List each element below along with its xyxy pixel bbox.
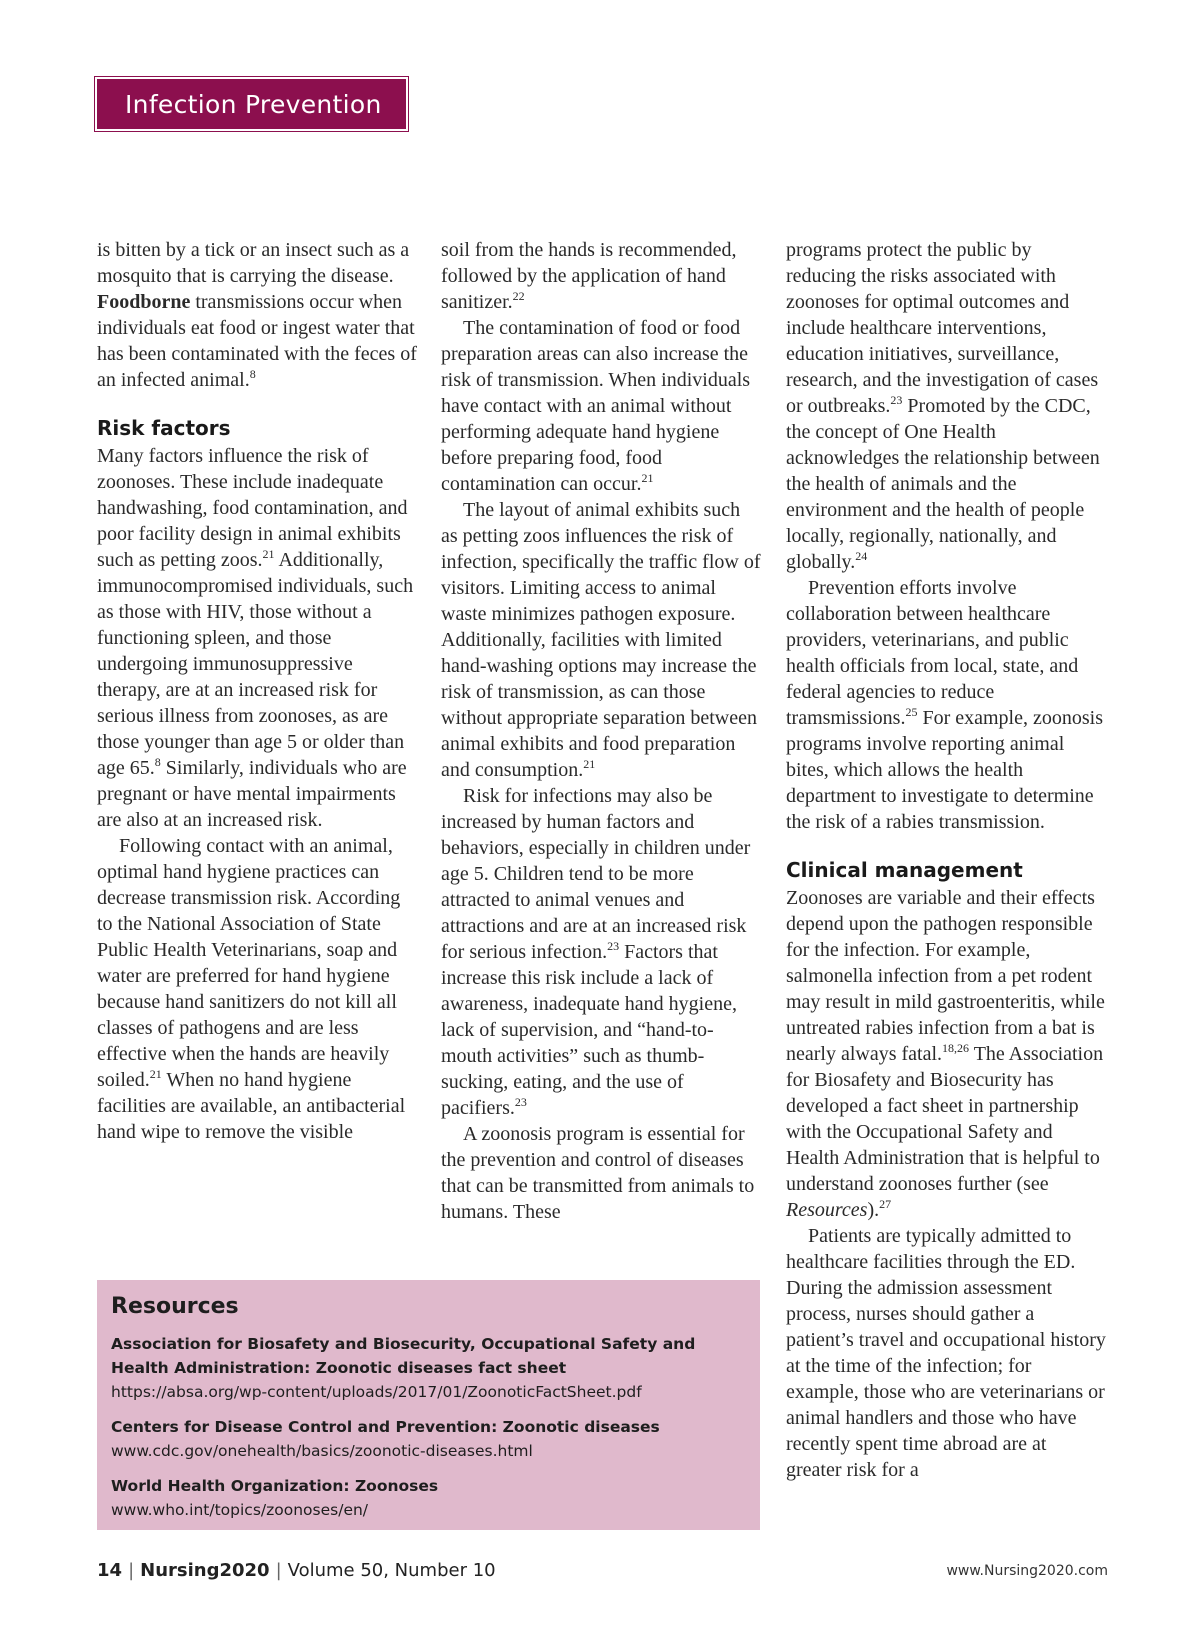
paragraph: Patients are typically admitted to healthcare facilities through the ED. During the admission assessment process, nurses should gather a patient’s travel and occupational history at the time of the infection; for example, those who are veterinarians or animal handlers and those who have recently spent time abroad are at greater risk for a [786, 1225, 1106, 1481]
resource-title: Centers for Disease Control and Prevention: Zoonotic diseases [111, 1418, 660, 1436]
reference-superscript: 18,26 [942, 1041, 970, 1055]
footer-website[interactable]: www.Nursing2020.com [946, 1563, 1108, 1579]
resources-crossref: Resources [786, 1199, 868, 1221]
reference-superscript: 8 [154, 755, 161, 769]
paragraph: is bitten by a tick or an insect such as a mosquito that is carrying the disease. Foodborne transmissions occur when individuals eat food or ingest water that has been contaminated with the feces of an infected animal.$^8$ [97, 239, 417, 391]
paragraph: Risk for infections may also be increased by human factors and behaviors, especially in children under age 5. Children tend to be more attracted to animal venues and attractions and are at an increased risk for serious infection.$^{23}$ Factors that increase this risk include a lack of awareness, inadequate hand hygiene, lack of supervision, and “hand-to-mouth activities” such as thumb-sucking, eating, and the use of pacifiers.$^{23}$ [441, 785, 751, 1119]
article-column-3 [786, 237, 1106, 1483]
reference-superscript: 21 [262, 547, 275, 561]
heading-risk-factors: Risk factors [97, 416, 231, 440]
reference-superscript: 8 [249, 367, 256, 381]
reference-superscript: 24 [855, 549, 868, 563]
reference-superscript: 23 [890, 393, 903, 407]
resource-title: World Health Organization: Zoonoses [111, 1477, 439, 1495]
footer-separator: | [275, 1560, 282, 1581]
reference-superscript: 21 [583, 757, 596, 771]
paragraph: The contamination of food or food preparation areas can also increase the risk of transmission. When individuals have contact with an animal without performing adequate hand hygiene before preparing food, food contamination can occur.$^{21}$ [441, 317, 751, 495]
reference-superscript: 21 [641, 471, 654, 485]
page-number: 14 [97, 1560, 123, 1581]
paragraph: Zoonoses are variable and their effects depend upon the pathogen responsible for the infection. For example, salmonella infection from a pet rodent may result in mild gastroenteritis, while untreated rabies infection from a bat is nearly always fatal.$^{18,26}$ The Association for Biosafety and Biosecurity has developed a fact sheet in partnership with the Occupational Safety and Health Administration that is helpful to understand zoonoses further (see Resources).$^{27}$ [786, 887, 1105, 1221]
volume-info: Volume 50, Number 10 [287, 1560, 496, 1581]
paragraph: programs protect the public by reducing the risks associated with zoonoses for optimal outcomes and include healthcare interventions, education initiatives, surveillance, research, and the investigation of cases or outbreaks.$^{23}$ Promoted by the CDC, the concept of One Health acknowledges the relationship between the health of animals and the environment and the health of people locally, regionally, nationally, and globally.$^{24}$ [786, 239, 1100, 573]
paragraph: A zoonosis program is essential for the prevention and control of diseases that can be transmitted from animals to humans. These [441, 1123, 755, 1223]
reference-superscript: 21 [149, 1067, 162, 1081]
reference-superscript: 23 [607, 939, 620, 953]
reference-superscript: 25 [905, 705, 918, 719]
paragraph: Many factors influence the risk of zoonoses. These include inadequate handwashing, food contamination, and poor facility design in animal exhibits such as petting zoos.$^{21}$ Additionally, immunocompromised individuals, such as those with HIV, those without a functioning spleen, and those undergoing immunosuppressive therapy, are at an increased risk for serious illness from zoonoses, as are those younger than age 5 or older than age 65.$^8$ Similarly, individuals who are pregnant or have mental impairments are also at an increased risk. [97, 445, 414, 831]
paragraph: Following contact with an animal, optimal hand hygiene practices can decrease transmission risk. According to the National Association of State Public Health Veterinarians, soap and water are preferred for hand hygiene because hand sanitizers do not kill all classes of pathogens and are less effective when the hands are heavily soiled.$^{21}$ When no hand hygiene facilities are available, an antibacterial hand wipe to remove the visible [97, 835, 406, 1143]
section-label: Infection Prevention [125, 89, 382, 119]
resource-item [111, 1474, 746, 1522]
paragraph: The layout of animal exhibits such as petting zoos influences the risk of infection, specifically the traffic flow of visitors. Limiting access to animal waste minimizes pathogen exposure. Additionally, facilities with limited hand-washing options may increase the risk of transmission, as can those without appropriate separation between animal exhibits and food preparation and consumption.$^{21}$ [441, 499, 761, 781]
page-footer [97, 1560, 496, 1581]
article-column-1 [97, 237, 417, 1145]
reference-superscript: 27 [879, 1197, 892, 1211]
section-header-tag [95, 77, 408, 131]
resource-link[interactable]: www.cdc.gov/onehealth/basics/zoonotic-diseases.html [111, 1442, 533, 1460]
resource-link[interactable]: https://absa.org/wp-content/uploads/2017/01/ZoonoticFactSheet.pdf [111, 1383, 642, 1401]
reference-superscript: 22 [512, 289, 525, 303]
resource-title: Association for Biosafety and Biosecurity, Occupational Safety and Health Administration: Zoonotic diseases fact sheet [111, 1335, 696, 1377]
heading-clinical-management: Clinical management [786, 858, 1023, 882]
keyword-foodborne: Foodborne [97, 291, 191, 313]
paragraph: soil from the hands is recommended, followed by the application of hand sanitizer.$^{22}$ [441, 239, 737, 313]
reference-superscript: 23 [514, 1095, 527, 1109]
resource-item [111, 1415, 746, 1463]
resource-link[interactable]: www.who.int/topics/zoonoses/en/ [111, 1501, 369, 1519]
magazine-name: Nursing2020 [140, 1560, 270, 1581]
resources-title: Resources [111, 1294, 239, 1319]
paragraph: Prevention efforts involve collaboration between healthcare providers, veterinarians, and public health officials from local, state, and federal agencies to reduce tramsmissions.$^{25}$ For example, zoonosis programs involve reporting animal bites, which allows the health department to investigate to determine the risk of a rabies transmission. [786, 577, 1103, 833]
resources-box [97, 1280, 760, 1530]
resource-item [111, 1332, 746, 1404]
footer-separator: | [128, 1560, 135, 1581]
article-column-2 [441, 237, 761, 1225]
